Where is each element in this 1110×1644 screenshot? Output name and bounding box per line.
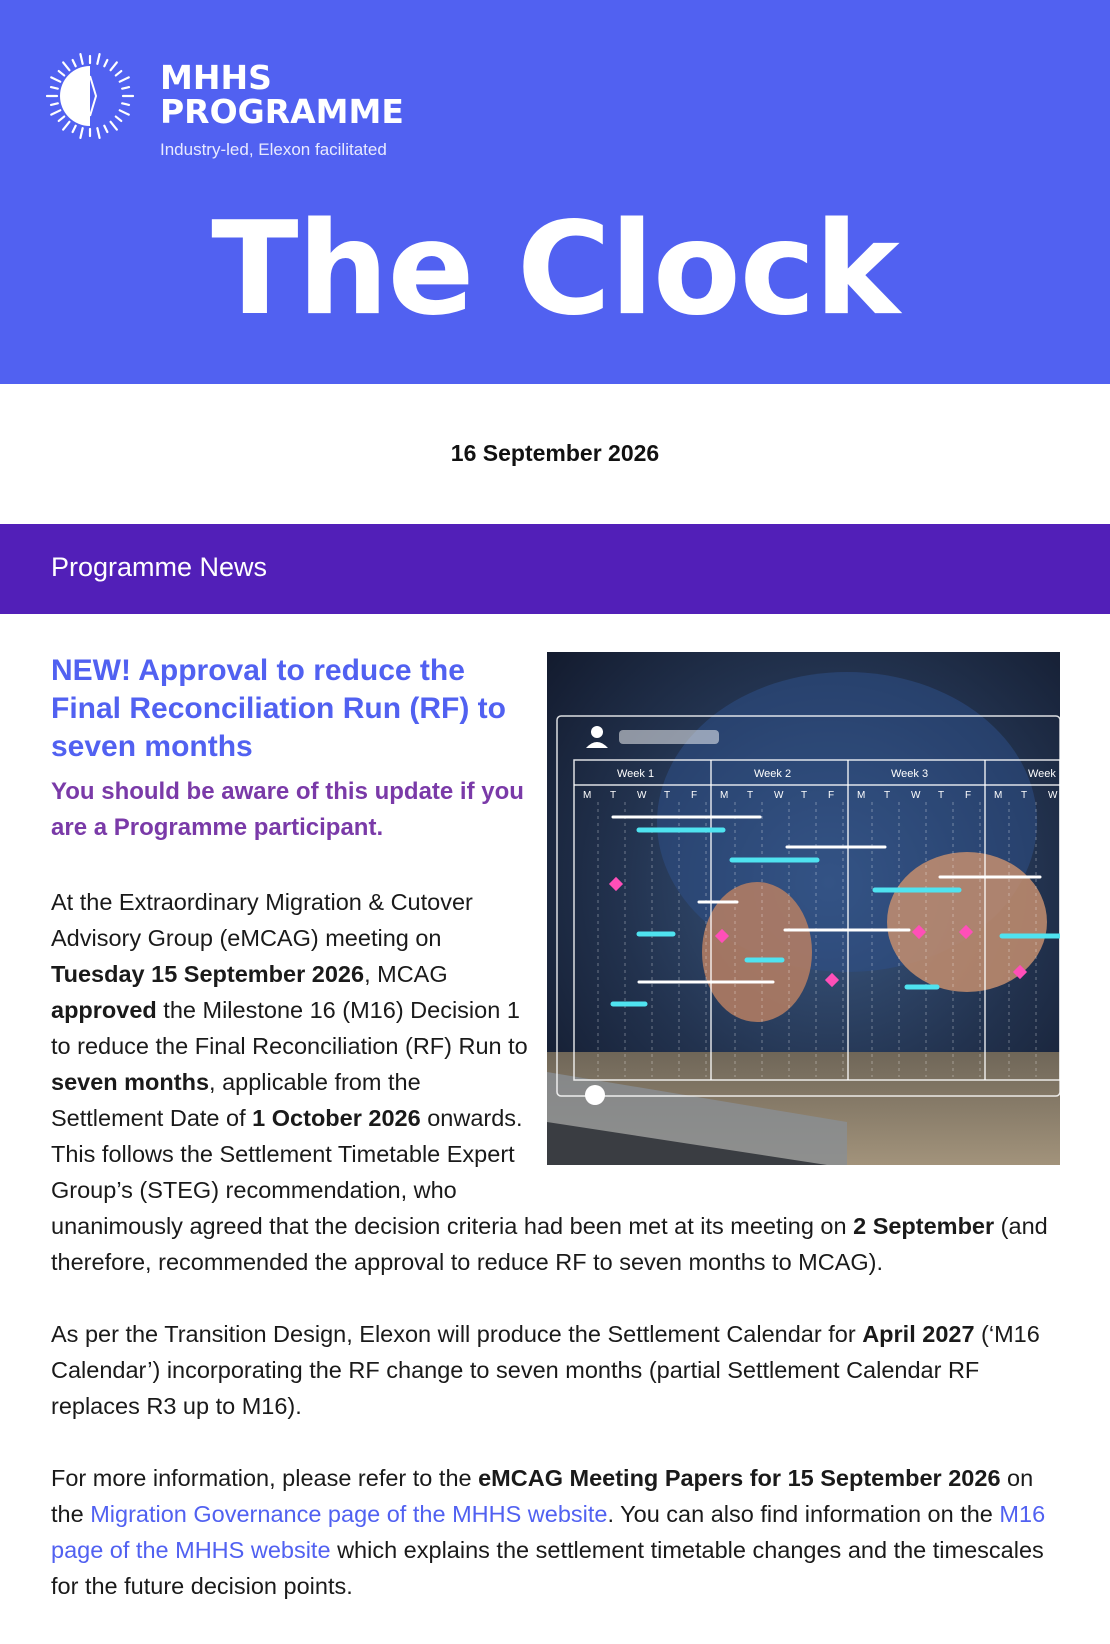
newsletter-header xyxy=(0,0,1110,384)
m16-page-link[interactable]: M16 page of the MHHS website xyxy=(51,1501,1046,1563)
gantt-day-letter: M xyxy=(583,790,592,801)
gantt-day-letter: T xyxy=(664,790,671,801)
gantt-week-label: Week 1 xyxy=(617,768,655,780)
article xyxy=(51,652,1061,1604)
article-paragraph-2: As per the Transition Design, Elexon will produce the Settlement Calendar for April 2027 (‘M16 Calendar’) incorporating the RF change to seven months (partial Settlement Calendar RF replaces R3 up to M16). xyxy=(51,1321,1040,1419)
logo-name: MHHS xyxy=(160,58,272,97)
article-headline: NEW! Approval to reduce the Final Reconciliation Run (RF) to seven months xyxy=(51,654,506,763)
gantt-day-letter: W xyxy=(911,790,921,801)
article-subhead: You should be aware of this update if you are a Programme participant. xyxy=(51,778,524,841)
gantt-week-label: Week xyxy=(1028,768,1056,780)
logo-tagline: Industry-led, Elexon facilitated xyxy=(160,140,387,159)
logo-programme: PROGRAMME xyxy=(160,92,404,131)
gantt-day-letter: M xyxy=(994,790,1003,801)
gantt-day-letter: W xyxy=(637,790,647,801)
gantt-week-label: Week 3 xyxy=(891,768,929,780)
gantt-day-letter: T xyxy=(884,790,891,801)
article-paragraph-1: At the Extraordinary Migration & Cutover Advisory Group (eMCAG) meeting on Tuesday 15 September 2026, MCAG approved the Milestone 16 (M16) Decision 1 to reduce the Final Reconciliation (RF) Run to seven months, applicable from the Settlement Date of 1 October 2026 onwards. This follows the Settlement Timetable Expert Group’s (STEG) recommendation, who unanimously agreed that the decision criteria had been met at its meeting on 2 September (and therefore, recommended the approval to reduce RF to seven months to MCAG). xyxy=(51,889,1048,1275)
gantt-day-letter: T xyxy=(1021,790,1028,801)
gantt-day-letter: T xyxy=(801,790,808,801)
gantt-day-letter: M xyxy=(720,790,729,801)
gantt-week-label: Week 2 xyxy=(754,768,792,780)
section-title: Programme News xyxy=(51,552,268,582)
gantt-day-letter: M xyxy=(857,790,866,801)
gantt-day-letter: W xyxy=(1048,790,1058,801)
gantt-day-letter: T xyxy=(938,790,945,801)
migration-governance-link[interactable]: Migration Governance page of the MHHS website xyxy=(90,1501,608,1527)
gantt-day-letter: T xyxy=(747,790,754,801)
gantt-day-letter: T xyxy=(610,790,617,801)
gantt-day-letter: F xyxy=(691,790,698,801)
newsletter-title: The Clock xyxy=(211,195,899,344)
issue-date: 16 September 2026 xyxy=(450,440,660,466)
section-bar xyxy=(0,524,1110,614)
gantt-day-letter: F xyxy=(965,790,972,801)
gantt-day-letter: F xyxy=(828,790,835,801)
sun-logo-icon xyxy=(46,52,134,140)
article-paragraph-3: For more information, please refer to the eMCAG Meeting Papers for 15 September 2026 on the Migration Governance page of the MHHS website. You can also find information on the M16 page of the MHHS website which explains the settlement timetable changes and the timescales for the future decision points. xyxy=(51,1465,1046,1599)
gantt-day-letter: W xyxy=(774,790,784,801)
image-float-spacer xyxy=(533,652,1061,1187)
